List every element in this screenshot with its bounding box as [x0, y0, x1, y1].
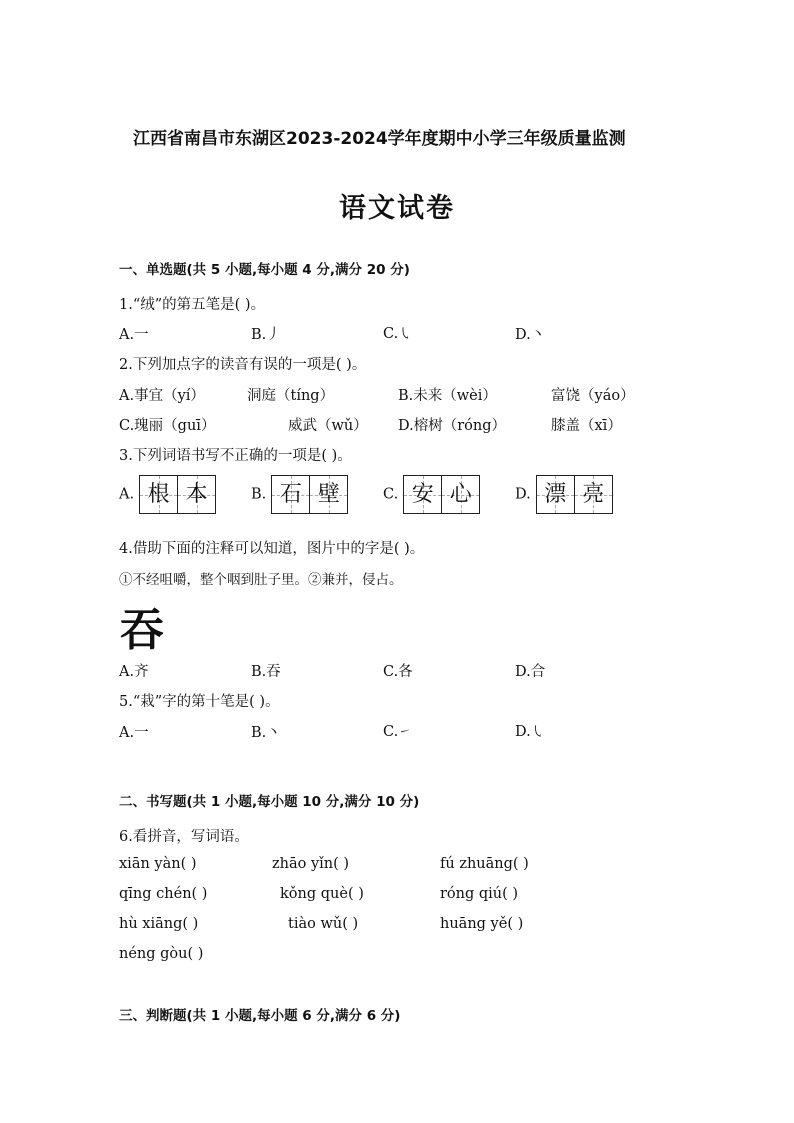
q5-option-d-stroke: ㇂ [530, 725, 544, 740]
pinyin-item: kǒng què( ) [280, 886, 364, 902]
question-4-stem: 4.借助下面的注释可以知道，图片中的字是( )。 [119, 541, 425, 557]
q1-option-c-stroke: ㇂ [398, 327, 412, 342]
q2-row2-item: D.榕树（róng） [398, 418, 506, 434]
q3-option-b [251, 475, 348, 514]
tian-grid [139, 475, 216, 514]
q1-option-b: B.丿 [251, 327, 281, 343]
tian-grid [271, 475, 348, 514]
q5-option-c-stroke: ㇀ [398, 725, 412, 740]
q2-row1-item: B.未来（wèi） [398, 388, 497, 404]
q1-option-a: A.一 [119, 327, 149, 343]
q4-option-d: D.合 [515, 664, 546, 680]
q3-option-d [515, 475, 613, 514]
q4-option-c: C.各 [383, 664, 413, 680]
pinyin-item: huāng yě( ) [440, 916, 524, 932]
grid-cell: 壁 [309, 476, 347, 513]
tian-grid [536, 475, 613, 514]
q2-row1-item: 富饶（yáo） [551, 388, 635, 404]
q5-option-a: A.一 [119, 725, 149, 741]
question-1-stem: 1.“绒”的第五笔是( )。 [119, 297, 266, 313]
q5-option-c [383, 721, 411, 740]
exam-header: 江西省南昌市东湖区2023-2024学年度期中小学三年级质量监测 [133, 129, 626, 149]
grid-cell: 根 [140, 476, 177, 513]
q1-option-c [383, 323, 411, 342]
q2-row2-item: 膝盖（xī） [551, 418, 622, 434]
q5-option-d [515, 721, 544, 740]
q3-option-a [119, 475, 216, 514]
q3-option-label: D. [515, 486, 531, 503]
pinyin-item: fú zhuāng( ) [440, 856, 529, 872]
pinyin-item: néng gòu( ) [119, 946, 204, 962]
q2-row2-item: C.瑰丽（guī） [119, 418, 216, 434]
question-5-stem: 5.“栽”字的第十笔是( )。 [119, 694, 280, 710]
section-heading-single-choice: 一、单选题(共 5 小题,每小题 4 分,满分 20 分) [119, 262, 410, 278]
q2-row1-item: 洞庭（tíng） [247, 388, 335, 404]
question-3-stem: 3.下列词语书写不正确的一项是( )。 [119, 448, 352, 464]
question-2-stem: 2.下列加点字的读音有误的一项是( )。 [119, 357, 367, 373]
q3-option-label: C. [383, 486, 399, 503]
section-heading-writing: 二、书写题(共 1 小题,每小题 10 分,满分 10 分) [119, 794, 420, 810]
question-6-stem: 6.看拼音，写词语。 [119, 829, 249, 845]
q1-option-d: D.丶 [515, 327, 546, 343]
tian-grid [403, 475, 480, 514]
grid-cell: 漂 [537, 476, 574, 513]
q3-option-label: B. [251, 486, 267, 503]
pinyin-item: xiān yàn( ) [119, 856, 197, 872]
q4-option-b: B.吞 [251, 664, 281, 680]
pinyin-item: róng qiú( ) [440, 886, 519, 902]
q3-option-c [383, 475, 480, 514]
seal-script-glyph-image: 吞 [120, 605, 164, 656]
q5-option-b: B.丶 [251, 725, 281, 741]
q1-option-c-label: C. [383, 326, 399, 342]
pinyin-item: zhāo yǐn( ) [272, 856, 350, 872]
grid-cell: 亮 [574, 476, 612, 513]
section-heading-judgment: 三、判断题(共 1 小题,每小题 6 分,满分 6 分) [119, 1008, 401, 1024]
q5-option-c-label: C. [383, 724, 399, 740]
grid-cell: 心 [441, 476, 479, 513]
grid-cell: 安 [404, 476, 441, 513]
q2-row2-item: 威武（wǔ） [288, 418, 368, 434]
q2-row1-item: A.事宜（yí） [119, 388, 205, 404]
pinyin-item: hù xiāng( ) [119, 916, 199, 932]
pinyin-item: qīng chén( ) [119, 886, 208, 902]
grid-cell: 本 [177, 476, 215, 513]
grid-cell: 石 [272, 476, 309, 513]
page-title: 语文试卷 [339, 193, 455, 224]
q4-annotation: ①不经咀嚼，整个咽到肚子里。②兼并，侵占。 [119, 572, 403, 588]
pinyin-item: tiào wǔ( ) [288, 916, 359, 932]
q4-option-a: A.齐 [119, 664, 149, 680]
q5-option-d-label: D. [515, 724, 531, 740]
q3-option-label: A. [119, 486, 135, 503]
